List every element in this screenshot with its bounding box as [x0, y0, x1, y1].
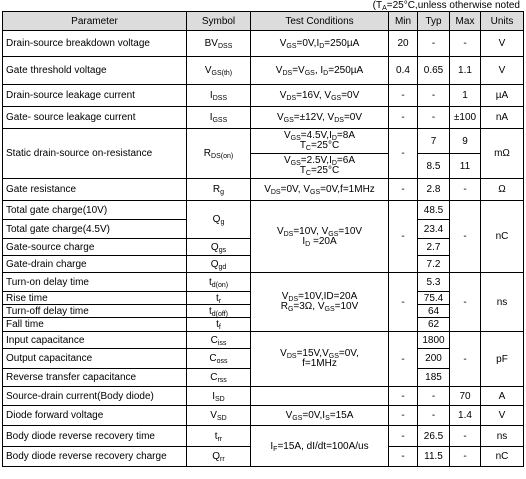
typ-bvdss: - — [418, 31, 450, 57]
cond-rg: $V_{DS}=0V$, $V_{GS}=0V,f=1MHz$ — [251, 179, 389, 201]
param-crss: Reverse transfer capacitance — [3, 369, 187, 387]
table-row — [3, 201, 524, 220]
cond-vgsth: $V_{DS}=V_{GS}$, $I_D=250\mu A$ — [251, 57, 389, 85]
unit-switching: ns — [481, 273, 524, 332]
cond-switching: $V_{DS}=10V,ID=20A$ $R_G=3\Omega$, $V_{GS}=10V$ — [251, 273, 389, 332]
max-isd: 70 — [450, 387, 481, 406]
typ-igss: - — [418, 107, 450, 129]
symbol-isd: $I_{SD}$ — [187, 387, 251, 406]
max-trr: - — [450, 426, 481, 447]
table-row — [3, 57, 524, 85]
min-capacitance: - — [389, 332, 418, 387]
min-idss: - — [389, 85, 418, 107]
param-igss: Gate- source leakage current — [3, 107, 187, 129]
header-row — [3, 12, 524, 31]
param-qgs: Gate-source charge — [3, 239, 187, 256]
ambient-temperature-note: ($T_A=25^\circ C,unless$ otherwise noted — [372, 0, 520, 12]
unit-rg: Ω — [481, 179, 524, 201]
max-bvdss: - — [450, 31, 481, 57]
typ-ciss: 1800 — [418, 332, 450, 349]
min-rdson: - — [389, 129, 418, 179]
param-vgsth: Gate threshold voltage — [3, 57, 187, 85]
cond-isd — [251, 387, 389, 406]
symbol-qg: $Q_g$ — [187, 201, 251, 239]
symbol-qgs: $Q_{gs}$ — [187, 239, 251, 256]
table-row — [3, 387, 524, 406]
min-vsd: - — [389, 406, 418, 426]
table-row — [3, 273, 524, 292]
max-rdson-4v5: 9 — [450, 129, 481, 154]
table-row — [3, 85, 524, 107]
header-parameter: Parameter — [3, 12, 187, 31]
min-igss: - — [389, 107, 418, 129]
unit-idss: µA — [481, 85, 524, 107]
param-rdson: Static drain-source on-resistance — [3, 129, 187, 179]
typ-tr: 75.4 — [418, 292, 450, 305]
max-vsd: 1.4 — [450, 406, 481, 426]
min-rg: - — [389, 179, 418, 201]
typ-vgsth: 0.65 — [418, 57, 450, 85]
param-tdoff: Turn-off delay time — [3, 305, 187, 318]
param-qg-10v: Total gate charge(10V) — [3, 201, 187, 220]
symbol-idss: $I_{DSS}$ — [187, 85, 251, 107]
cond-igss: $V_{GS}=\pm 12V$, $V_{DS}=0V$ — [251, 107, 389, 129]
param-tr: Rise time — [3, 292, 187, 305]
cond-vsd: $V_{GS}=0V,I_S=15A$ — [251, 406, 389, 426]
min-vgsth: 0.4 — [389, 57, 418, 85]
symbol-vsd: $V_{SD}$ — [187, 406, 251, 426]
symbol-bvdss: $BV_{DSS}$ — [187, 31, 251, 57]
table-row — [3, 406, 524, 426]
table-row — [3, 179, 524, 201]
typ-isd: - — [418, 387, 450, 406]
header-min: Min — [389, 12, 418, 31]
typ-coss: 200 — [418, 349, 450, 369]
min-switching: - — [389, 273, 418, 332]
cond-gate-charge: $V_{DS}=10V$, $V_{GS}=10V$ $I_D =20A$ — [251, 201, 389, 273]
unit-rdson: mΩ — [481, 129, 524, 179]
typ-qg-10v: 48.5 — [418, 201, 450, 220]
unit-igss: nA — [481, 107, 524, 129]
symbol-tr: $t_r$ — [187, 292, 251, 305]
symbol-tdoff: $t_{d(off)}$ — [187, 305, 251, 318]
unit-vsd: V — [481, 406, 524, 426]
table-row — [3, 129, 524, 154]
table-row — [3, 426, 524, 447]
param-trr: Body diode reverse recovery time — [3, 426, 187, 447]
table-row — [3, 107, 524, 129]
typ-qrr: 11.5 — [418, 447, 450, 467]
table-row — [3, 31, 524, 57]
max-capacitance: - — [450, 332, 481, 387]
param-bvdss: Drain-source breakdown voltage — [3, 31, 187, 57]
header-typ: Typ — [418, 12, 450, 31]
symbol-qrr: $Q_{rr}$ — [187, 447, 251, 467]
header-test-conditions: Test Conditions — [251, 12, 389, 31]
max-switching: - — [450, 273, 481, 332]
param-qgd: Gate-drain charge — [3, 256, 187, 273]
typ-tdon: 5.3 — [418, 273, 450, 292]
param-ciss: Input capacitance — [3, 332, 187, 349]
max-gate-charge: - — [450, 201, 481, 273]
unit-gate-charge: nC — [481, 201, 524, 273]
symbol-coss: $C_{oss}$ — [187, 349, 251, 369]
symbol-vgsth: $V_{GS(th)}$ — [187, 57, 251, 85]
unit-capacitance: pF — [481, 332, 524, 387]
unit-vgsth: V — [481, 57, 524, 85]
symbol-tdon: $t_{d(on)}$ — [187, 273, 251, 292]
param-isd: Source-drain current(Body diode) — [3, 387, 187, 406]
param-qrr: Body diode reverse recovery charge — [3, 447, 187, 467]
cond-rdson-4v5: $V_{GS}=4.5V,I_D=8A$ $T_C=25^\circ C$ — [251, 129, 389, 154]
min-qrr: - — [389, 447, 418, 467]
min-bvdss: 20 — [389, 31, 418, 57]
min-isd: - — [389, 387, 418, 406]
unit-qrr: nC — [481, 447, 524, 467]
typ-rdson-2v5: 8.5 — [418, 154, 450, 179]
param-rg: Gate resistance — [3, 179, 187, 201]
header-symbol: Symbol — [187, 12, 251, 31]
param-vsd: Diode forward voltage — [3, 406, 187, 426]
symbol-qgd: $Q_{gd}$ — [187, 256, 251, 273]
typ-tdoff: 64 — [418, 305, 450, 318]
typ-rg: 2.8 — [418, 179, 450, 201]
typ-crss: 185 — [418, 369, 450, 387]
param-coss: Output capacitance — [3, 349, 187, 369]
unit-isd: A — [481, 387, 524, 406]
cond-idss: $V_{DS}=16V$, $V_{GS}=0V$ — [251, 85, 389, 107]
cond-body-diode: $I_F=15A$, dI/dt=100A/us — [251, 426, 389, 467]
param-idss: Drain-source leakage current — [3, 85, 187, 107]
max-rg: - — [450, 179, 481, 201]
symbol-tf: $t_f$ — [187, 318, 251, 332]
param-tdon: Turn-on delay time — [3, 273, 187, 292]
electrical-characteristics-table — [2, 11, 524, 467]
typ-tf: 62 — [418, 318, 450, 332]
typ-trr: 26.5 — [418, 426, 450, 447]
max-vgsth: 1.1 — [450, 57, 481, 85]
typ-qgs: 2.7 — [418, 239, 450, 256]
min-gate-charge: - — [389, 201, 418, 273]
cond-rdson-2v5: $V_{GS}=2.5V,I_D=6A$ $T_C=25^\circ C$ — [251, 154, 389, 179]
min-trr: - — [389, 426, 418, 447]
symbol-ciss: $C_{iss}$ — [187, 332, 251, 349]
header-max: Max — [450, 12, 481, 31]
param-tf: Fall time — [3, 318, 187, 332]
typ-vsd: - — [418, 406, 450, 426]
table-row — [3, 332, 524, 349]
cond-capacitance: $V_{DS}=15V,V_{GS}=0V$, f=1MHz — [251, 332, 389, 387]
max-idss: 1 — [450, 85, 481, 107]
symbol-crss: $C_{rss}$ — [187, 369, 251, 387]
unit-trr: ns — [481, 426, 524, 447]
max-rdson-2v5: 11 — [450, 154, 481, 179]
symbol-igss: $I_{GSS}$ — [187, 107, 251, 129]
max-qrr: - — [450, 447, 481, 467]
unit-bvdss: V — [481, 31, 524, 57]
param-qg-4v5: Total gate charge(4.5V) — [3, 220, 187, 239]
typ-idss: - — [418, 85, 450, 107]
max-igss: ±100 — [450, 107, 481, 129]
typ-qg-4v5: 23.4 — [418, 220, 450, 239]
symbol-rg: $R_g$ — [187, 179, 251, 201]
cond-bvdss: $V_{GS}=0V,I_D=250\mu A$ — [251, 31, 389, 57]
symbol-trr: $t_{rr}$ — [187, 426, 251, 447]
typ-rdson-4v5: 7 — [418, 129, 450, 154]
typ-qgd: 7.2 — [418, 256, 450, 273]
symbol-rdson: $R_{DS(on)}$ — [187, 129, 251, 179]
header-units: Units — [481, 12, 524, 31]
